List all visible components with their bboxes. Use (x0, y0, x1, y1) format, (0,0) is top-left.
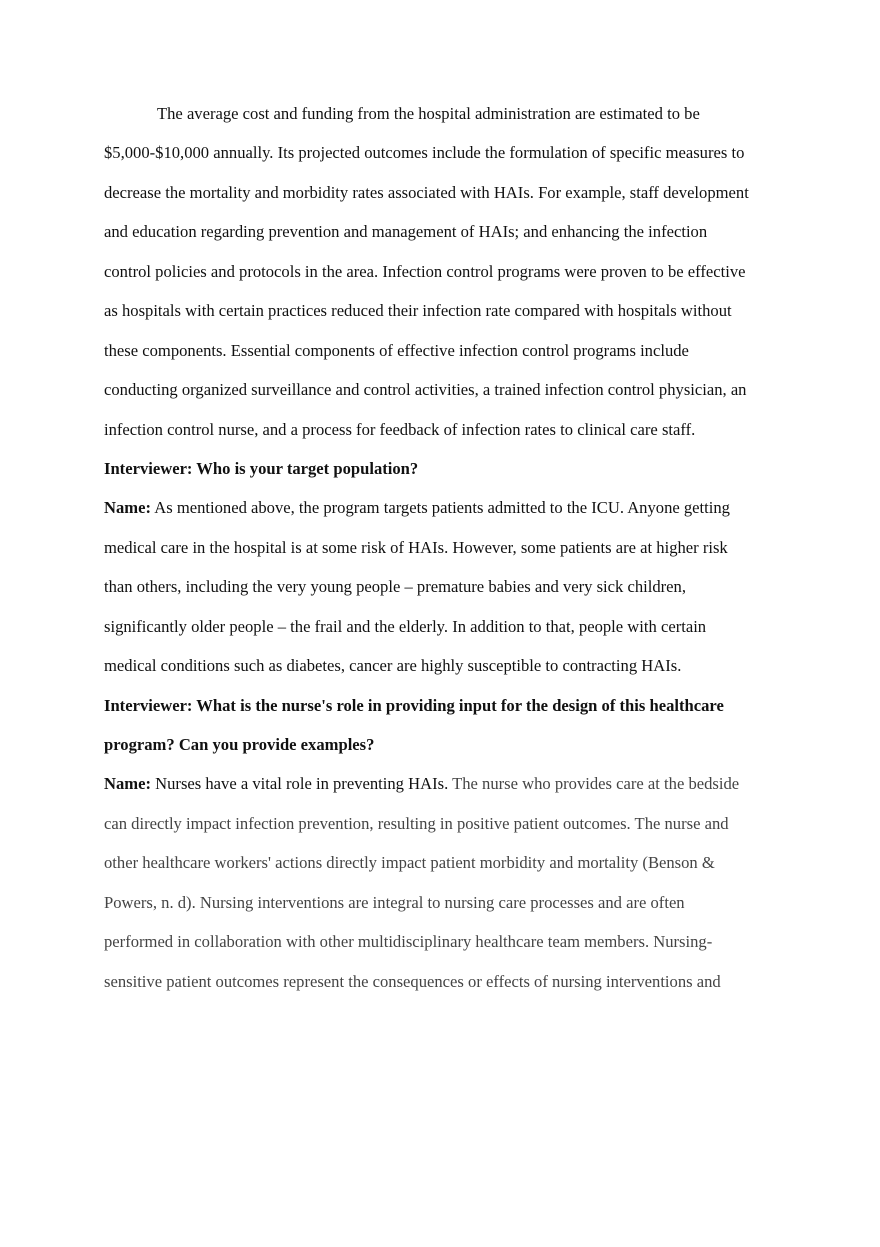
text-line: significantly older people – the frail and the elderly. In addition to that, people with certain (104, 616, 707, 636)
answer-text-gray: The nurse who provides care at the bedside (448, 774, 740, 794)
text-line: than others, including the very young people – premature babies and very sick children, (104, 577, 686, 597)
text-line: decrease the mortality and morbidity rates associated with HAIs. For example, staff development (104, 182, 749, 202)
text-line (104, 686, 784, 725)
interviewer-question-nurse-role (104, 686, 784, 765)
answer-target-population (104, 488, 784, 685)
text-line: conducting organized surveillance and control activities, a trained infection control physician, an (104, 380, 747, 400)
text-line: performed in collaboration with other multidisciplinary healthcare team members. Nursing- (104, 932, 713, 952)
speaker-label: Name: (104, 498, 151, 518)
text-line: Powers, n. d). Nursing interventions are integral to nursing care processes and are often (104, 892, 685, 912)
text-line: medical conditions such as diabetes, cancer are highly susceptible to contracting HAIs. (104, 656, 682, 676)
text-line: sensitive patient outcomes represent the consequences or effects of nursing interventions and (104, 971, 721, 991)
question-text: Interviewer: What is the nurse's role in providing input for the design of this healthcare (104, 695, 724, 715)
text-line: these components. Essential components of effective infection control programs include (104, 340, 689, 360)
speaker-label: Name: (104, 774, 151, 794)
text-line: The average cost and funding from the hospital administration are estimated to be (157, 104, 700, 123)
answer-text: As mentioned above, the program targets patients admitted to the ICU. Anyone getting (151, 498, 730, 518)
document-page (104, 94, 784, 1001)
text-line: as hospitals with certain practices reduced their infection rate compared with hospitals without (104, 301, 732, 321)
question-text: Interviewer: Who is your target population? (104, 458, 419, 478)
interviewer-question-target-population (104, 449, 784, 488)
text-line (104, 725, 784, 764)
answer-nurse-role (104, 764, 784, 1001)
text-line: and education regarding prevention and management of HAIs; and enhancing the infection (104, 222, 708, 242)
paragraph-cost-funding (104, 94, 784, 449)
answer-text: Nurses have a vital role in preventing HAIs. (151, 774, 449, 794)
text-line (104, 488, 784, 527)
text-line: medical care in the hospital is at some risk of HAIs. However, some patients are at higher risk (104, 537, 728, 557)
question-text: program? Can you provide examples? (104, 735, 375, 754)
text-line: can directly impact infection prevention, resulting in positive patient outcomes. The nurse and (104, 813, 729, 833)
text-line: other healthcare workers' actions directly impact patient morbidity and mortality (Benson & (104, 853, 715, 873)
text-line: infection control nurse, and a process for feedback of infection rates to clinical care staff. (104, 419, 696, 439)
text-line (104, 764, 784, 803)
text-line: control policies and protocols in the area. Infection control programs were proven to be effective (104, 261, 746, 281)
text-line: $5,000-$10,000 annually. Its projected outcomes include the formulation of specific measures to (104, 143, 745, 163)
